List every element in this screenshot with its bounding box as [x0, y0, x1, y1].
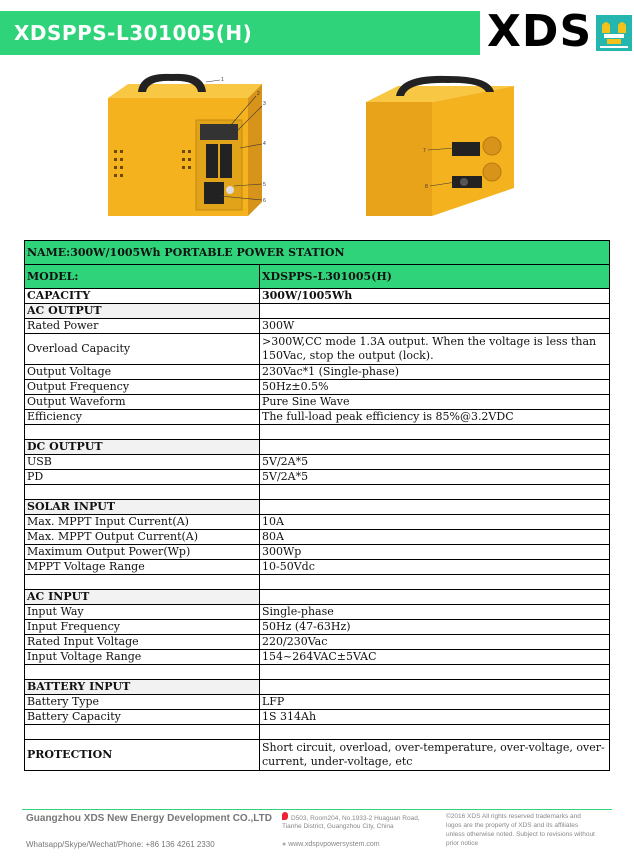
spec-row [25, 695, 610, 710]
spec-key: Efficiency [25, 410, 260, 425]
footer-website[interactable] [282, 841, 380, 848]
spec-value: Short circuit, overload, over-temperature, over-voltage, over-current, under-voltage, etc [260, 740, 610, 771]
spec-table [24, 240, 610, 771]
section-row [25, 680, 610, 695]
spec-row [25, 545, 610, 560]
spec-value: 300Wp [260, 545, 610, 560]
spec-value: Pure Sine Wave [260, 395, 610, 410]
spec-key: AC OUTPUT [25, 304, 260, 319]
location-pin-icon [282, 812, 288, 820]
callout-3: 3 [263, 101, 266, 107]
spec-key: DC OUTPUT [25, 440, 260, 455]
spec-value: 1S 314Ah [260, 710, 610, 725]
spec-key [25, 485, 260, 500]
spec-value [260, 575, 610, 590]
spec-key: Input Frequency [25, 620, 260, 635]
spec-row [25, 334, 610, 365]
spec-key [25, 425, 260, 440]
model-value: XDSPPS-L301005(H) [260, 265, 610, 289]
page-footer [0, 808, 634, 867]
spec-key: Input Voltage Range [25, 650, 260, 665]
callout-2: 2 [257, 91, 260, 97]
callout-6: 6 [263, 198, 266, 204]
spec-key: Output Frequency [25, 380, 260, 395]
name-cell: NAME:300W/1005Wh PORTABLE POWER STATION [25, 241, 610, 265]
spec-row [25, 319, 610, 334]
spec-row [25, 395, 610, 410]
spec-row [25, 635, 610, 650]
spec-key: Battery Capacity [25, 710, 260, 725]
spec-value [260, 440, 610, 455]
spec-key: CAPACITY [25, 289, 260, 304]
spec-key: BATTERY INPUT [25, 680, 260, 695]
spec-row [25, 605, 610, 620]
spec-value: 80A [260, 530, 610, 545]
website-text[interactable]: www.xdspvpowersystem.com [288, 841, 380, 848]
spec-value: 10A [260, 515, 610, 530]
spec-key: USB [25, 455, 260, 470]
footer-address [282, 812, 432, 831]
spec-value [260, 425, 610, 440]
spec-row [25, 380, 610, 395]
blank-row [25, 425, 610, 440]
spec-key: Max. MPPT Output Current(A) [25, 530, 260, 545]
page-header [0, 0, 634, 60]
address-text: D503, Room204, No.1933-2 Huaguan Road, Tianhe District, Guangzhou City, China [282, 815, 420, 830]
spec-row [25, 530, 610, 545]
callout-5: 5 [263, 182, 266, 188]
spec-key: MPPT Voltage Range [25, 560, 260, 575]
model-row [25, 265, 610, 289]
callout-7: 7 [423, 148, 426, 154]
spec-key: PROTECTION [25, 740, 260, 771]
product-title: XDSPPS-L301005(H) [0, 11, 480, 55]
product-back-image [366, 76, 514, 216]
spec-row [25, 470, 610, 485]
spec-key: AC INPUT [25, 590, 260, 605]
spec-row [25, 740, 610, 771]
spec-value: 50Hz (47-63Hz) [260, 620, 610, 635]
product-front-image [108, 74, 266, 216]
spec-value: 50Hz±0.5% [260, 380, 610, 395]
section-row [25, 440, 610, 455]
spec-key: Output Waveform [25, 395, 260, 410]
name-row [25, 241, 610, 265]
spec-value [260, 680, 610, 695]
blank-row [25, 665, 610, 680]
callout-8: 8 [425, 184, 428, 190]
spec-key: Maximum Output Power(Wp) [25, 545, 260, 560]
spec-value: Single-phase [260, 605, 610, 620]
spec-row [25, 620, 610, 635]
spec-value: 10-50Vdc [260, 560, 610, 575]
brand-logo-icon [596, 15, 632, 51]
footer-divider [22, 809, 612, 810]
spec-row [25, 365, 610, 380]
blank-row [25, 485, 610, 500]
spec-row [25, 560, 610, 575]
spec-value [260, 725, 610, 740]
spec-key: Rated Power [25, 319, 260, 334]
spec-key: Rated Input Voltage [25, 635, 260, 650]
spec-value [260, 500, 610, 515]
spec-value: LFP [260, 695, 610, 710]
section-row [25, 590, 610, 605]
callout-1: 1 [221, 77, 224, 83]
spec-key [25, 575, 260, 590]
spec-value: 220/230Vac [260, 635, 610, 650]
spec-key [25, 665, 260, 680]
spec-row [25, 515, 610, 530]
spec-value: 230Vac*1 (Single-phase) [260, 365, 610, 380]
product-images [0, 70, 634, 230]
callout-4: 4 [263, 141, 266, 147]
blank-row [25, 725, 610, 740]
spec-key: Battery Type [25, 695, 260, 710]
spec-key: Max. MPPT Input Current(A) [25, 515, 260, 530]
section-row [25, 500, 610, 515]
spec-row [25, 455, 610, 470]
spec-row [25, 710, 610, 725]
spec-key: SOLAR INPUT [25, 500, 260, 515]
spec-key: Output Voltage [25, 365, 260, 380]
spec-row [25, 410, 610, 425]
globe-icon: ● [282, 841, 287, 848]
spec-value: 5V/2A*5 [260, 470, 610, 485]
spec-value [260, 304, 610, 319]
brand-logo-text: XDS [487, 6, 593, 57]
spec-value: 5V/2A*5 [260, 455, 610, 470]
spec-row [25, 289, 610, 304]
spec-value [260, 485, 610, 500]
spec-value: >300W,CC mode 1.3A output. When the voltage is less than 150Vac, stop the output (lock). [260, 334, 610, 365]
spec-value: 154~264VAC±5VAC [260, 650, 610, 665]
spec-value [260, 665, 610, 680]
spec-key: Input Way [25, 605, 260, 620]
section-row [25, 304, 610, 319]
spec-key: PD [25, 470, 260, 485]
footer-contact: Whatsapp/Skype/Wechat/Phone: +86 136 4261 2330 [26, 840, 215, 849]
spec-row [25, 650, 610, 665]
spec-value: The full-load peak efficiency is 85%@3.2VDC [260, 410, 610, 425]
blank-row [25, 575, 610, 590]
spec-value [260, 590, 610, 605]
footer-company: Guangzhou XDS New Energy Development CO.,LTD [26, 813, 272, 824]
model-label: MODEL: [25, 265, 260, 289]
spec-value: 300W/1005Wh [260, 289, 610, 304]
spec-key: Overload Capacity [25, 334, 260, 365]
footer-copyright: ©2016 XDS All rights reserved trademarks and logos are the property of XDS and its affiliates unless otherwise noted. Subject to revisions without prior notice [446, 813, 595, 847]
spec-value: 300W [260, 319, 610, 334]
spec-key [25, 725, 260, 740]
